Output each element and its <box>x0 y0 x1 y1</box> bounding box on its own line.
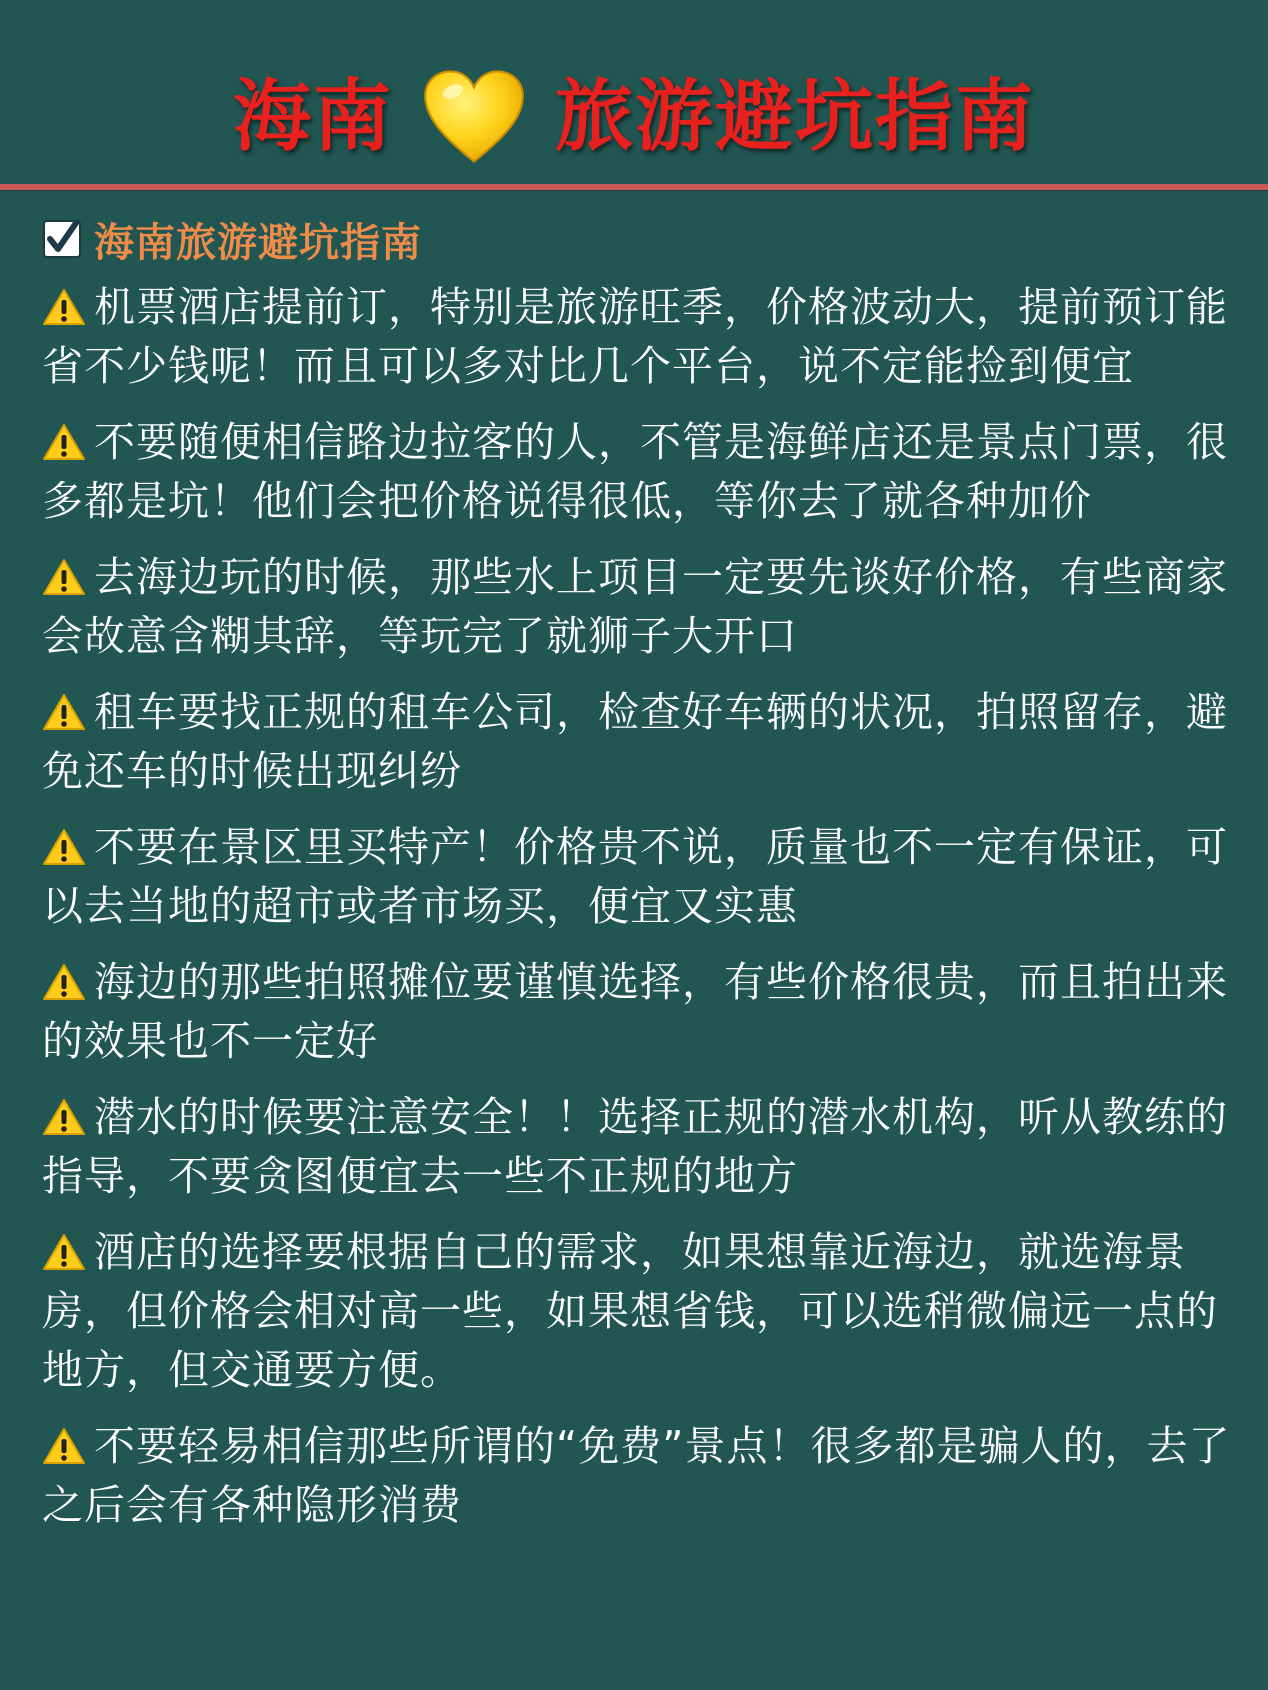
title-right: 旅游避坑指南 <box>555 72 1036 162</box>
warning-icon <box>42 557 86 597</box>
warning-icon <box>42 692 86 732</box>
warning-icon <box>42 1232 86 1272</box>
title-left: 海南 <box>232 72 393 162</box>
tip-text: 不要轻易相信那些所谓的“免费”景点！很多都是骗人的，去了之后会有各种隐形消费 <box>42 1422 1231 1529</box>
tip-text: 不要随便相信路边拉客的人，不管是海鲜店还是景点门票，很多都是坑！他们会把价格说得很低，等你去了就各种加价 <box>42 418 1228 525</box>
tip-text: 机票酒店提前订，特别是旅游旺季，价格波动大，提前预订能省不少钱呢！而且可以多对比几个平台，说不定能捡到便宜 <box>42 283 1228 390</box>
tip-text: 海边的那些拍照摊位要谨慎选择，有些价格很贵，而且拍出来的效果也不一定好 <box>42 958 1228 1065</box>
list-item <box>42 278 1246 396</box>
list-item <box>42 1088 1246 1206</box>
subtitle-text: 海南旅游避坑指南 <box>94 219 422 266</box>
header-divider <box>0 184 1268 190</box>
warning-icon <box>42 287 86 327</box>
list-item <box>42 1417 1246 1535</box>
list-item <box>42 548 1246 666</box>
page-header <box>0 52 1268 182</box>
check-box-icon <box>42 219 82 259</box>
tips-list <box>42 278 1246 1552</box>
tip-text: 不要在景区里买特产！价格贵不说，质量也不一定有保证，可以去当地的超市或者市场买，便宜又实惠 <box>42 823 1228 930</box>
list-item <box>42 818 1246 936</box>
list-item <box>42 683 1246 801</box>
subtitle-row <box>42 213 422 265</box>
list-item <box>42 413 1246 531</box>
tip-text: 潜水的时候要注意安全！！选择正规的潜水机构，听从教练的指导，不要贪图便宜去一些不正规的地方 <box>42 1093 1228 1200</box>
tip-text: 租车要找正规的租车公司，检查好车辆的状况，拍照留存，避免还车的时候出现纠纷 <box>42 688 1228 795</box>
warning-icon <box>42 1426 86 1466</box>
yellow-heart-icon <box>421 67 527 167</box>
warning-icon <box>42 1097 86 1137</box>
warning-icon <box>42 962 86 1002</box>
warning-icon <box>42 422 86 462</box>
tip-text: 去海边玩的时候，那些水上项目一定要先谈好价格，有些商家会故意含糊其辞，等玩完了就狮子大开口 <box>42 553 1228 660</box>
list-item <box>42 1223 1246 1400</box>
tip-text: 酒店的选择要根据自己的需求，如果想靠近海边，就选海景房，但价格会相对高一些，如果想省钱，可以选稍微偏远一点的地方，但交通要方便。 <box>42 1228 1218 1394</box>
warning-icon <box>42 827 86 867</box>
list-item <box>42 953 1246 1071</box>
